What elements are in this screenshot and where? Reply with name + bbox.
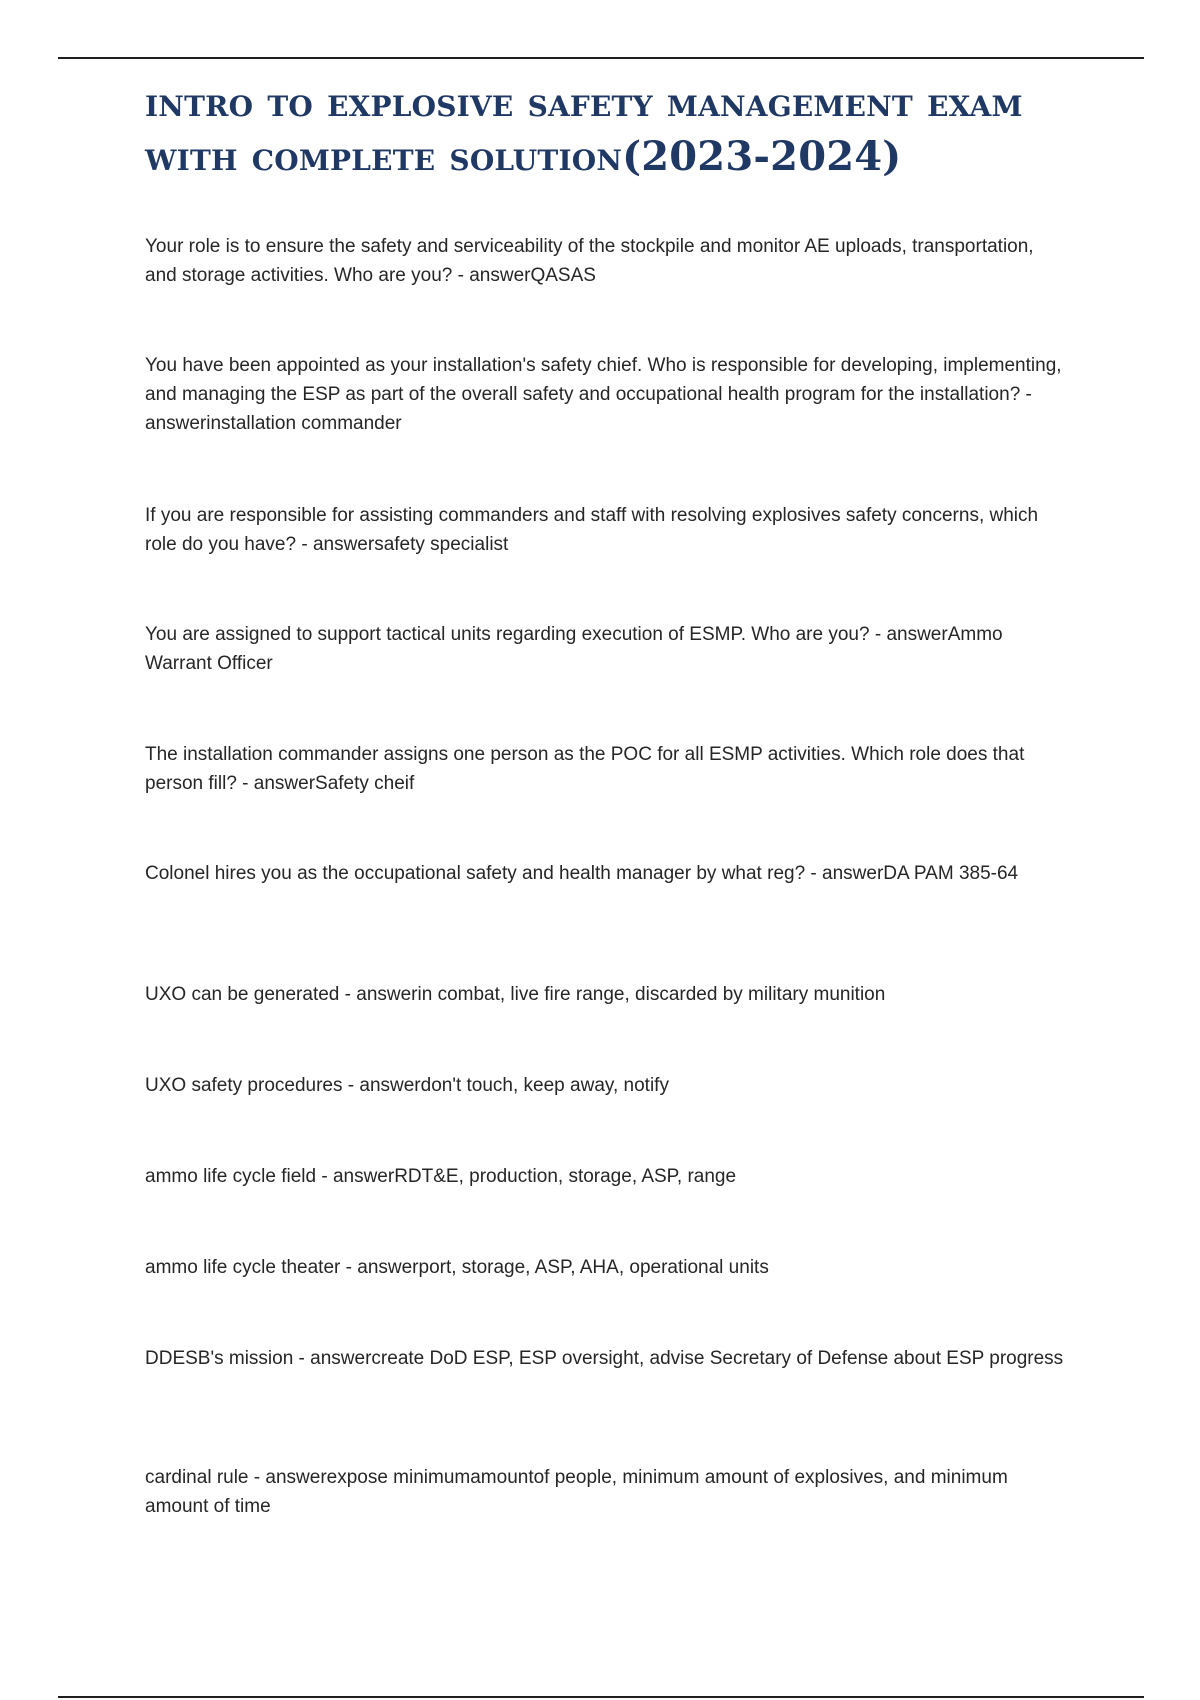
qa-answer: installation commander bbox=[206, 413, 402, 434]
top-divider bbox=[58, 57, 1144, 59]
qa-separator: - bbox=[293, 1348, 311, 1369]
qa-separator: - bbox=[316, 1166, 333, 1187]
qa-answer-prefix: answer bbox=[469, 265, 531, 286]
qa-answer-prefix: answer bbox=[253, 773, 316, 794]
qa-answer-prefix: answer bbox=[265, 1467, 327, 1488]
qa-answer: Safety cheif bbox=[315, 773, 415, 794]
bottom-divider bbox=[58, 1696, 1144, 1698]
qa-question: ammo life cycle field bbox=[145, 1166, 317, 1187]
qa-question: Colonel hires you as the occupational safety and health manager by what reg? bbox=[145, 863, 806, 884]
qa-item bbox=[145, 232, 1065, 290]
qa-answer: port, storage, ASP, AHA, operational units bbox=[418, 1257, 769, 1278]
qa-answer: QASAS bbox=[530, 265, 596, 286]
qa-answer: expose minimumamountof people, minimum amount of explosives, and minimum amount of time bbox=[145, 1467, 1008, 1517]
qa-item bbox=[145, 1162, 1065, 1191]
qa-question: UXO safety procedures bbox=[145, 1075, 343, 1096]
qa-answer-prefix: answer bbox=[886, 624, 948, 645]
qa-item bbox=[145, 740, 1065, 798]
qa-separator: - bbox=[342, 1075, 360, 1096]
qa-question: ammo life cycle theater bbox=[145, 1257, 341, 1278]
qa-answer: RDT&E, production, storage, ASP, range bbox=[394, 1166, 737, 1187]
qa-item bbox=[145, 620, 1065, 678]
qa-item bbox=[145, 1071, 1065, 1100]
qa-item bbox=[145, 501, 1065, 559]
qa-question: If you are responsible for assisting commanders and staff with resolving explosives safety concerns, which role do you have? bbox=[145, 505, 1039, 555]
qa-separator: - bbox=[340, 1257, 358, 1278]
document-title: intro to explosive safety management exam with complete solution(2023-2024) bbox=[145, 79, 1023, 180]
qa-item bbox=[145, 1463, 1065, 1521]
qa-answer-prefix: answer bbox=[332, 1166, 395, 1187]
qa-answer-prefix: answer bbox=[822, 863, 884, 884]
qa-answer-prefix: answer bbox=[357, 1257, 419, 1278]
qa-item bbox=[145, 1344, 1065, 1373]
qa-question: The installation commander assigns one person as the POC for all ESMP activities. Which role does that person fill? bbox=[145, 744, 1025, 794]
qa-answer-prefix: answer bbox=[310, 1348, 372, 1369]
qa-question: cardinal rule bbox=[145, 1467, 249, 1488]
qa-question: Your role is to ensure the safety and serviceability of the stockpile and monitor AE uploads, transportation, and storage activities. Who are you? bbox=[145, 236, 1034, 286]
qa-item bbox=[145, 859, 1065, 888]
qa-answer-prefix: answer bbox=[312, 534, 375, 555]
qa-separator: - bbox=[296, 534, 313, 555]
qa-question: DDESB's mission bbox=[145, 1348, 294, 1369]
qa-answer: in combat, live fire range, discarded by military munition bbox=[417, 984, 886, 1005]
qa-item bbox=[145, 1253, 1065, 1282]
qa-question: UXO can be generated bbox=[145, 984, 340, 1005]
qa-separator: - bbox=[869, 624, 887, 645]
qa-item bbox=[145, 351, 1065, 438]
qa-separator: - bbox=[452, 265, 470, 286]
qa-separator: - bbox=[1020, 384, 1032, 405]
qa-separator: - bbox=[339, 984, 357, 1005]
qa-answer-prefix: answer bbox=[356, 984, 418, 1005]
qa-answer: don't touch, keep away, notify bbox=[420, 1075, 669, 1096]
qa-answer: create DoD ESP, ESP oversight, advise Secretary of Defense about ESP progress bbox=[371, 1348, 1064, 1369]
qa-item bbox=[145, 980, 1065, 1009]
qa-question: You have been appointed as your installation's safety chief. Who is responsible for developing, implementing, and managing the ESP as part of the overall safety and occupational health program for the installation? bbox=[145, 355, 1062, 405]
qa-answer-prefix: answer bbox=[145, 413, 207, 434]
qa-separator: - bbox=[248, 1467, 266, 1488]
qa-separator: - bbox=[805, 863, 823, 884]
qa-answer: DA PAM 385-64 bbox=[883, 863, 1019, 884]
qa-question: You are assigned to support tactical units regarding execution of ESMP. Who are you? bbox=[145, 624, 870, 645]
qa-answer-prefix: answer bbox=[359, 1075, 421, 1096]
qa-answer: safety specialist bbox=[374, 534, 509, 555]
qa-answer: Ammo Warrant Officer bbox=[145, 624, 1003, 674]
qa-separator: - bbox=[236, 773, 254, 794]
